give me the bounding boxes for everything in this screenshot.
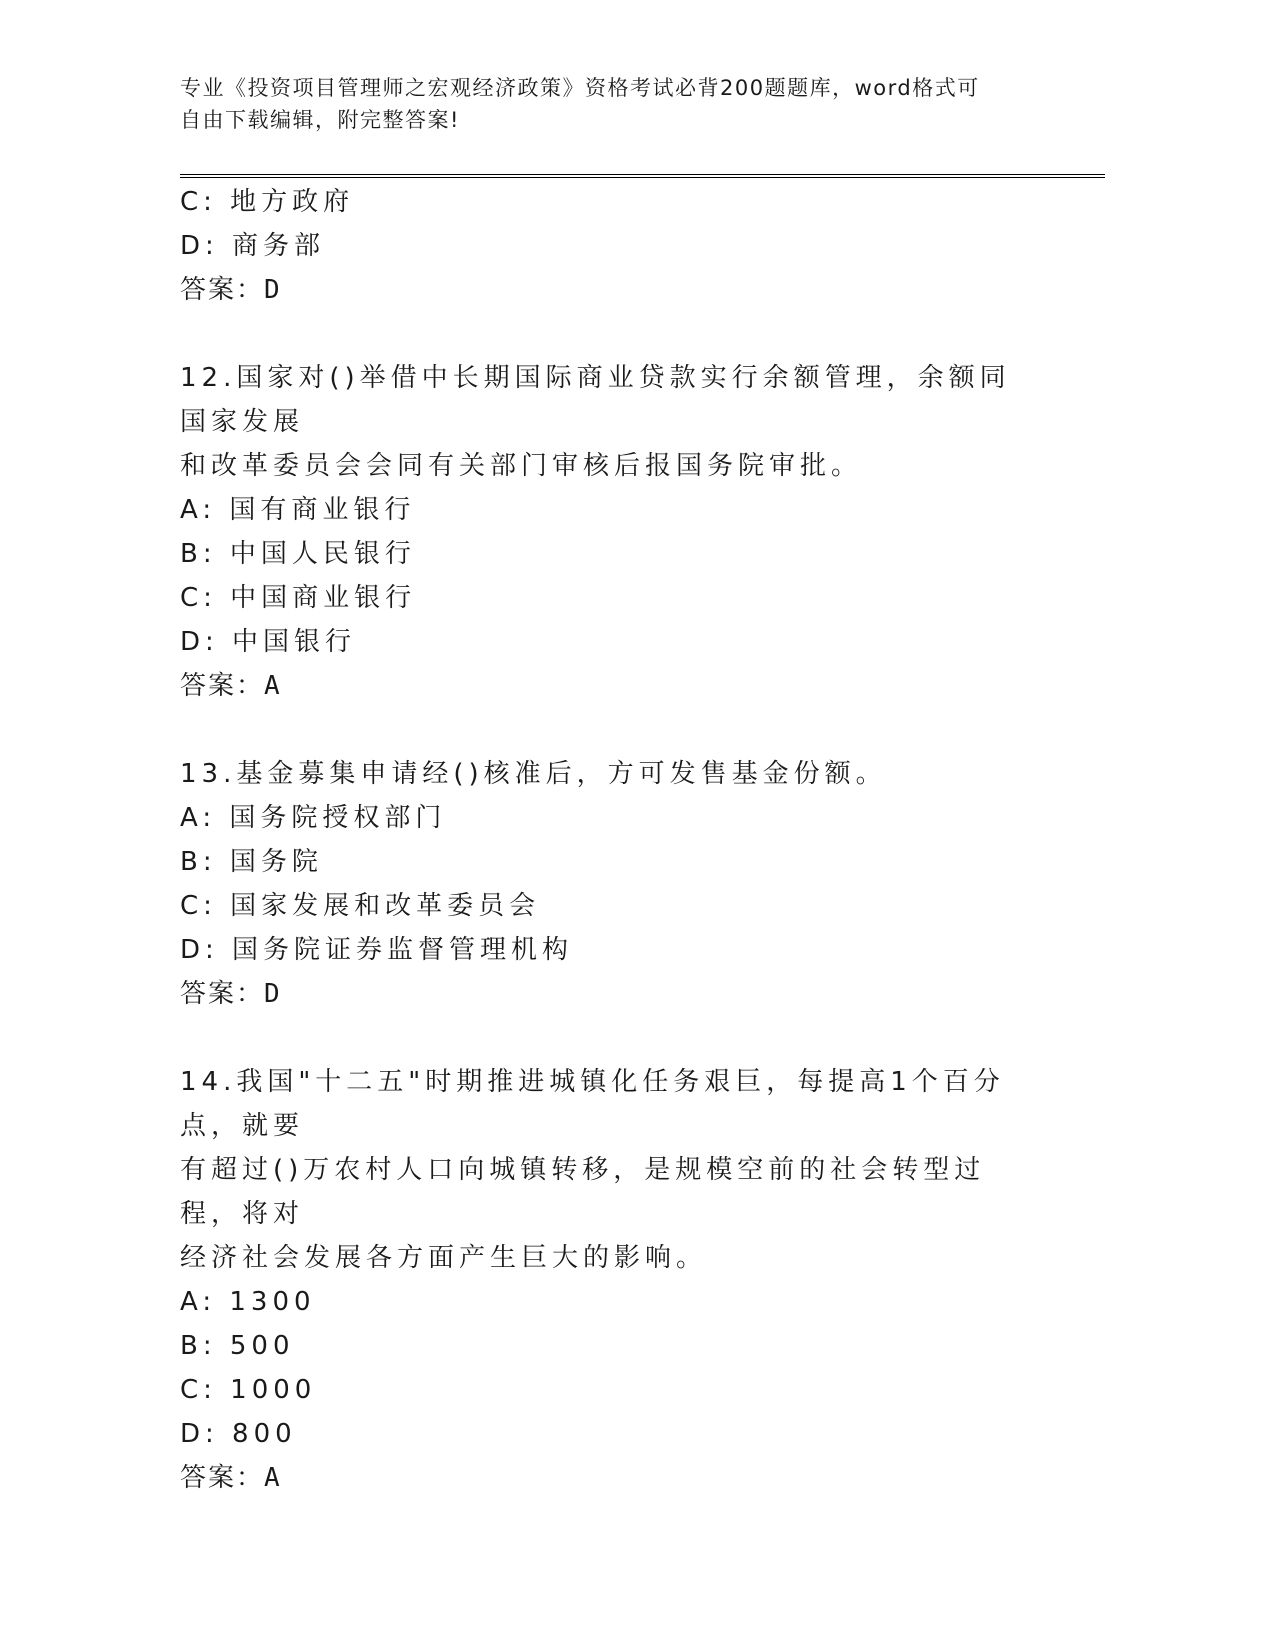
question-content [180,180,1040,1500]
question-stem-line: 经济社会发展各方面产生巨大的影响。 [180,1243,708,1273]
question-stem-line: 14.我国"十二五"时期推进城镇化任务艰巨，每提高1个百分点，就要 [180,1067,1005,1141]
spacer [180,708,1040,752]
option-c: C: 1000 [180,1375,317,1405]
answer-line: 答案：A [180,1463,282,1493]
question-14 [180,1060,1040,1500]
option-a: A: 1300 [180,1287,316,1317]
page-header [180,72,1040,136]
option-b: B: 国务院 [180,847,323,877]
answer-line: 答案：D [180,979,282,1009]
option-c: C: 中国商业银行 [180,583,417,613]
option-d: D: 800 [180,1419,297,1449]
option-d: D: 中国银行 [180,627,357,657]
question-13 [180,752,1040,1016]
option-c: C: 国家发展和改革委员会 [180,891,541,921]
option-a: A: 国务院授权部门 [180,803,447,833]
question-12 [180,356,1040,708]
question-11-continued [180,180,1040,312]
option-c: C: 地方政府 [180,187,355,217]
answer-line: 答案：A [180,671,282,701]
question-stem-line: 有超过()万农村人口向城镇转移，是规模空前的社会转型过程，将对 [180,1155,986,1229]
question-stem-line: 13.基金募集申请经()核准后，方可发售基金份额。 [180,759,887,789]
option-b: B: 500 [180,1331,295,1361]
header-title-line-1: 专业《投资项目管理师之宏观经济政策》资格考试必背200题题库，word格式可 [180,76,980,100]
answer-line: 答案：D [180,275,282,305]
option-d: D: 国务院证券监督管理机构 [180,935,574,965]
spacer [180,1016,1040,1060]
header-divider [180,174,1105,178]
spacer [180,312,1040,356]
question-stem-line: 12.国家对()举借中长期国际商业贷款实行余额管理，余额同国家发展 [180,363,1011,437]
question-stem-line: 和改革委员会会同有关部门审核后报国务院审批。 [180,451,863,481]
option-d: D: 商务部 [180,231,326,261]
header-title-line-2: 自由下载编辑，附完整答案! [180,108,460,132]
option-b: B: 中国人民银行 [180,539,416,569]
option-a: A: 国有商业银行 [180,495,416,525]
